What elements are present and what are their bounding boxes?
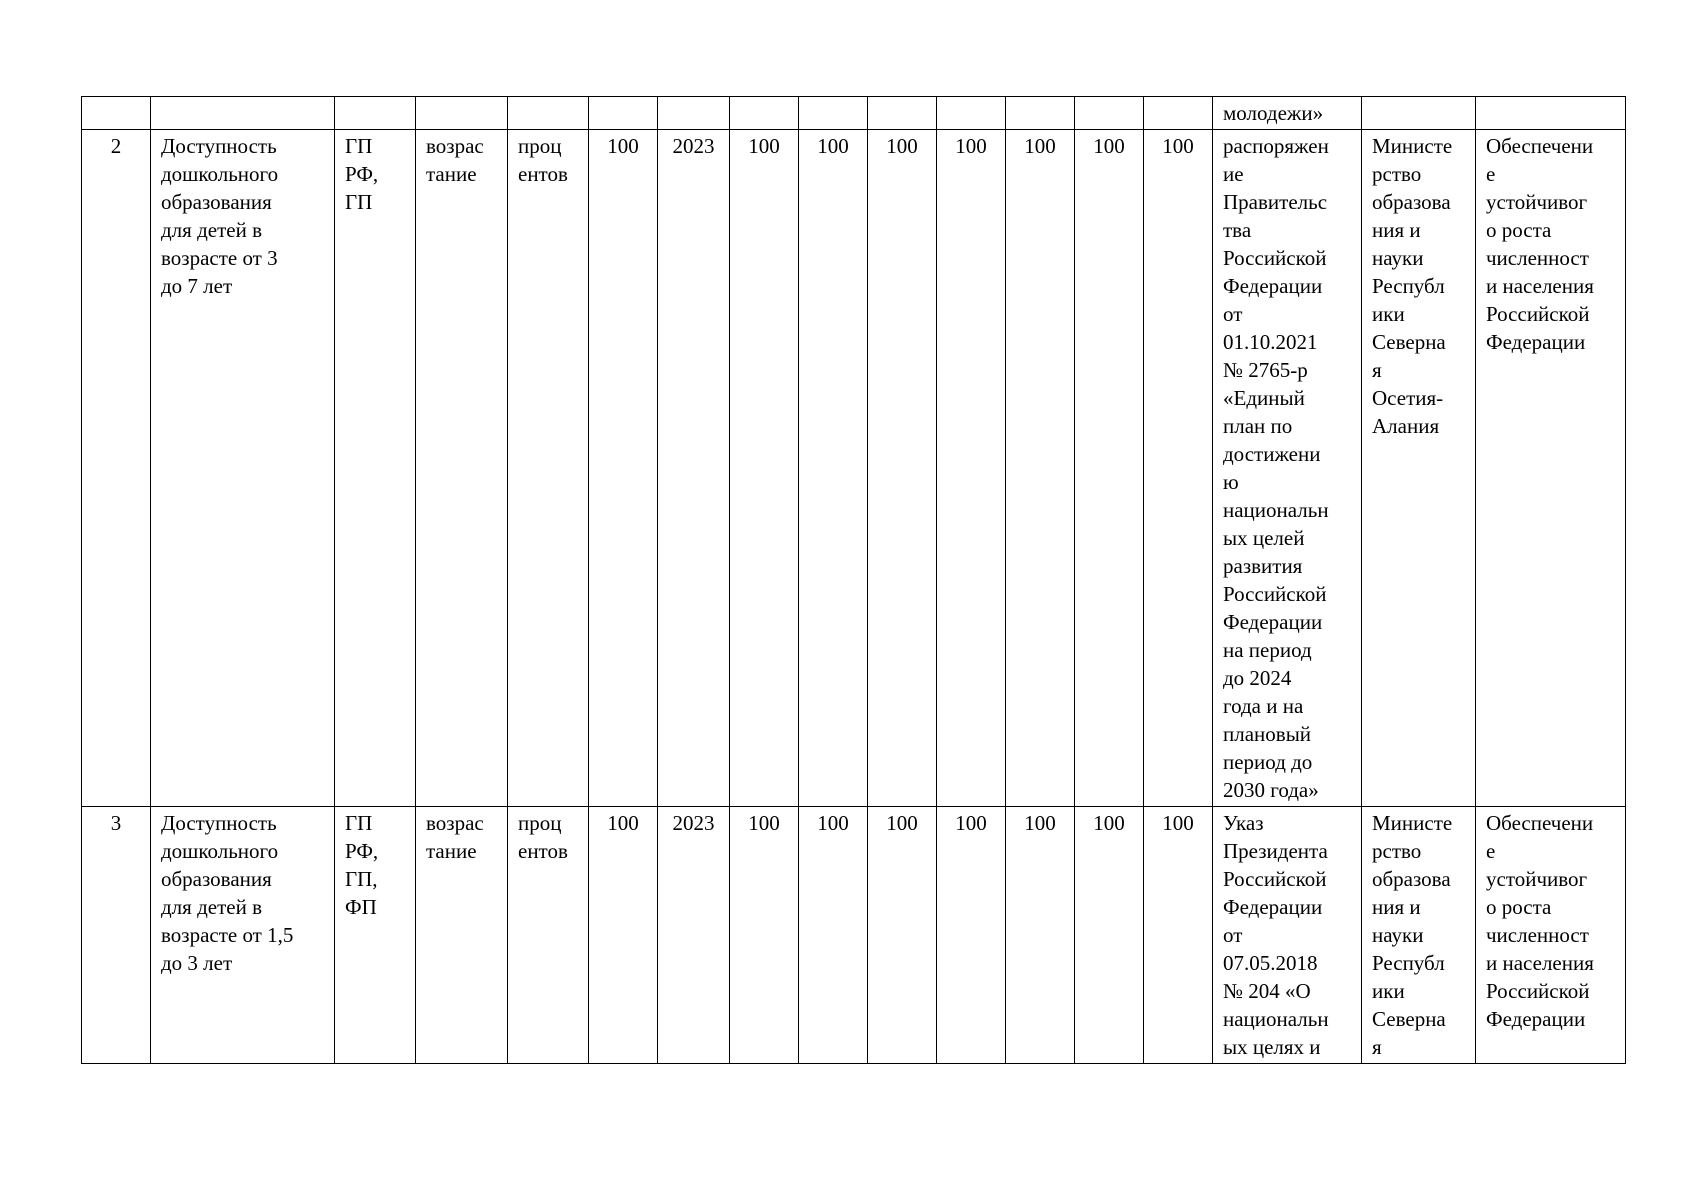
cell-unit: проц ентов — [508, 130, 589, 807]
cell-unit: проц ентов — [508, 807, 589, 1064]
cell-v3: 100 — [868, 130, 937, 807]
cell-doc: Указ Президента Российской Федерации от 07.05.2018 № 204 «О национальн ых целях и — [1213, 807, 1362, 1064]
cell-v1: 100 — [730, 130, 799, 807]
cell-goal: Обеспечени е устойчивог о роста численност и населения Российской Федерации — [1476, 130, 1626, 807]
cell-trend: возрас тание — [416, 807, 508, 1064]
cell-num: 3 — [82, 807, 151, 1064]
cell-doc: молодежи» — [1213, 97, 1362, 130]
cell-name — [151, 97, 335, 130]
cell-v5 — [1006, 97, 1075, 130]
table-row — [82, 807, 1626, 1064]
cell-v2 — [799, 97, 868, 130]
cell-unit — [508, 97, 589, 130]
cell-level: ГП РФ, ГП, ФП — [335, 807, 416, 1064]
cell-base: 100 — [589, 130, 658, 807]
cell-v6 — [1075, 97, 1144, 130]
cell-responsible: Министе рство образова ния и науки Республ ики Северна я — [1362, 807, 1476, 1064]
cell-v2: 100 — [799, 130, 868, 807]
cell-goal — [1476, 97, 1626, 130]
cell-goal: Обеспечени е устойчивог о роста численност и населения Российской Федерации — [1476, 807, 1626, 1064]
cell-v1: 100 — [730, 807, 799, 1064]
cell-v2: 100 — [799, 807, 868, 1064]
cell-v7: 100 — [1144, 130, 1213, 807]
cell-num — [82, 97, 151, 130]
cell-responsible: Министе рство образова ния и науки Республ ики Северна я Осетия- Алания — [1362, 130, 1476, 807]
cell-year: 2023 — [658, 807, 730, 1064]
cell-doc: распоряжен ие Правительс тва Российской Федерации от 01.10.2021 № 2765-р «Единый план по достижени ю национальн ых целей развития Российской Федерации на период до 2024 года и на плановый период до 2030 года» — [1213, 130, 1362, 807]
cell-v5: 100 — [1006, 130, 1075, 807]
cell-v4 — [937, 97, 1006, 130]
cell-base: 100 — [589, 807, 658, 1064]
cell-year — [658, 97, 730, 130]
cell-trend: возрас тание — [416, 130, 508, 807]
table-row — [82, 97, 1626, 130]
cell-base — [589, 97, 658, 130]
cell-v7 — [1144, 97, 1213, 130]
cell-v7: 100 — [1144, 807, 1213, 1064]
cell-v3: 100 — [868, 807, 937, 1064]
indicators-table — [81, 96, 1626, 1064]
cell-num: 2 — [82, 130, 151, 807]
cell-v1 — [730, 97, 799, 130]
cell-level: ГП РФ, ГП — [335, 130, 416, 807]
cell-v4: 100 — [937, 130, 1006, 807]
cell-v6: 100 — [1075, 130, 1144, 807]
cell-v3 — [868, 97, 937, 130]
cell-responsible — [1362, 97, 1476, 130]
cell-trend — [416, 97, 508, 130]
cell-name: Доступность дошкольного образования для детей в возрасте от 1,5 до 3 лет — [151, 807, 335, 1064]
cell-v6: 100 — [1075, 807, 1144, 1064]
cell-year: 2023 — [658, 130, 730, 807]
cell-v4: 100 — [937, 807, 1006, 1064]
cell-name: Доступность дошкольного образования для детей в возрасте от 3 до 7 лет — [151, 130, 335, 807]
table-row — [82, 130, 1626, 807]
cell-level — [335, 97, 416, 130]
cell-v5: 100 — [1006, 807, 1075, 1064]
